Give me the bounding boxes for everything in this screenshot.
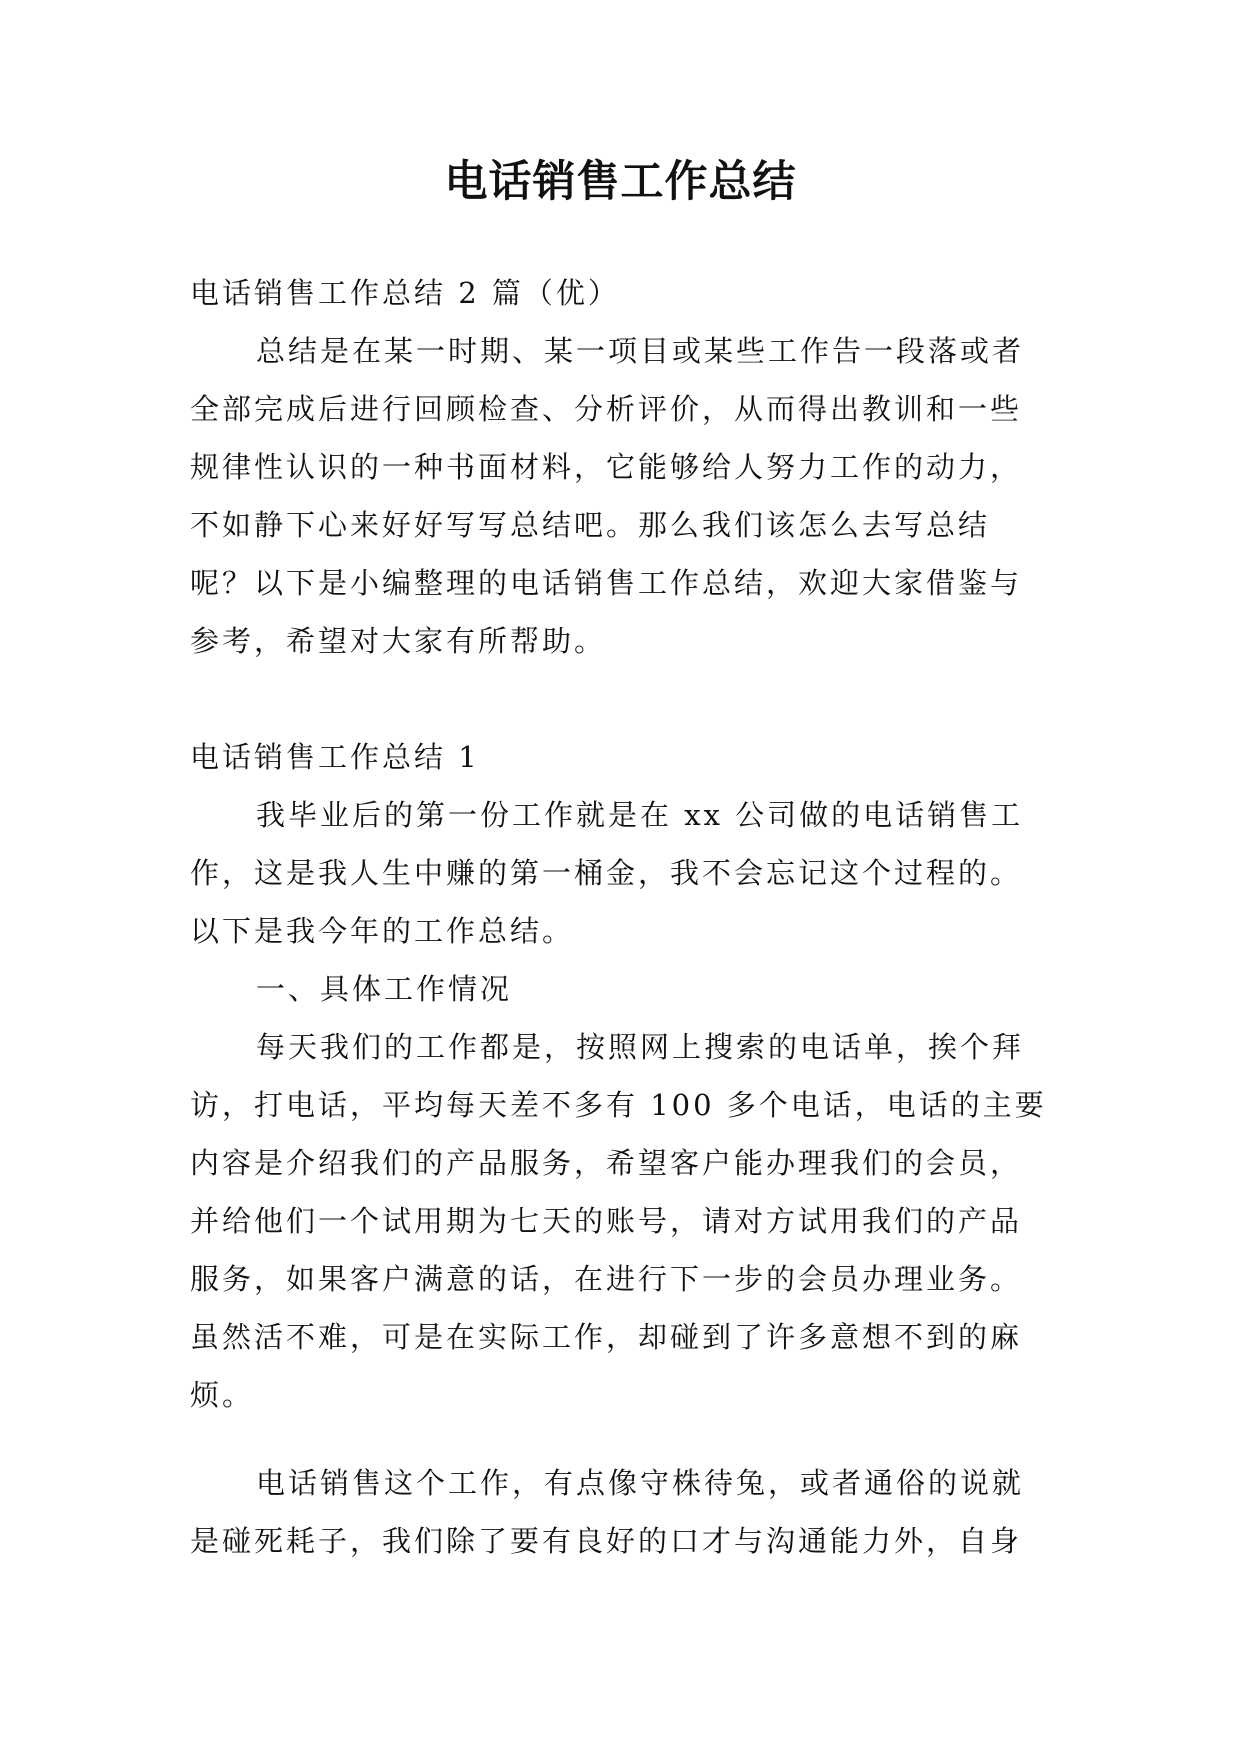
paragraph-line: 呢？以下是小编整理的电话销售工作总结，欢迎大家借鉴与 xyxy=(190,566,1023,600)
document-title: 电话销售工作总结 xyxy=(444,157,797,207)
paragraph-line: 全部完成后进行回顾检查、分析评价，从而得出教训和一些 xyxy=(190,392,1023,426)
paragraph-line: 并给他们一个试用期为七天的账号，请对方试用我们的产品 xyxy=(190,1204,1023,1238)
paragraph-line: 不如静下心来好好写写总结吧。那么我们该怎么去写总结 xyxy=(190,508,991,542)
paragraph-line: 服务，如果客户满意的话，在进行下一步的会员办理业务。 xyxy=(190,1262,1023,1296)
section-heading: 电话销售工作总结 1 xyxy=(190,740,480,774)
paragraph-line: 我毕业后的第一份工作就是在 xx 公司做的电话销售工 xyxy=(256,798,1024,832)
intro-paragraph xyxy=(190,322,1050,670)
paragraph-spacing xyxy=(190,1424,1050,1454)
paragraph-line: 访，打电话，平均每天差不多有 100 多个电话，电话的主要 xyxy=(190,1088,1047,1122)
paragraph-line: 参考，希望对大家有所帮助。 xyxy=(190,624,607,658)
paragraph-line: 规律性认识的一种书面材料，它能够给人努力工作的动力， xyxy=(190,450,1023,484)
subheading: 一、具体工作情况 xyxy=(256,972,513,1006)
paragraph-line: 烦。 xyxy=(190,1378,255,1412)
paragraph-line: 电话销售这个工作，有点像守株待兔，或者通俗的说就 xyxy=(256,1466,1025,1500)
paragraph-line: 总结是在某一时期、某一项目或某些工作告一段落或者 xyxy=(256,334,1025,368)
section1-paragraph-3 xyxy=(190,1454,1050,1570)
paragraph-line: 是碰死耗子，我们除了要有良好的口才与沟通能力外，自身 xyxy=(190,1524,1023,1558)
section1-paragraph-2 xyxy=(190,1018,1050,1424)
blank-line xyxy=(190,670,1050,728)
paragraph-line: 每天我们的工作都是，按照网上搜索的电话单，挨个拜 xyxy=(256,1030,1025,1064)
document-subtitle: 电话销售工作总结 2 篇（优） xyxy=(190,276,620,310)
paragraph-line: 作，这是我人生中赚的第一桶金，我不会忘记这个过程的。 xyxy=(190,856,1023,890)
paragraph-line: 以下是我今年的工作总结。 xyxy=(190,914,575,948)
section1-paragraph-1 xyxy=(190,786,1050,960)
paragraph-line: 虽然活不难，可是在实际工作，却碰到了许多意想不到的麻 xyxy=(190,1320,1023,1354)
paragraph-line: 内容是介绍我们的产品服务，希望客户能办理我们的会员， xyxy=(190,1146,1023,1180)
document-body xyxy=(190,264,1050,1570)
